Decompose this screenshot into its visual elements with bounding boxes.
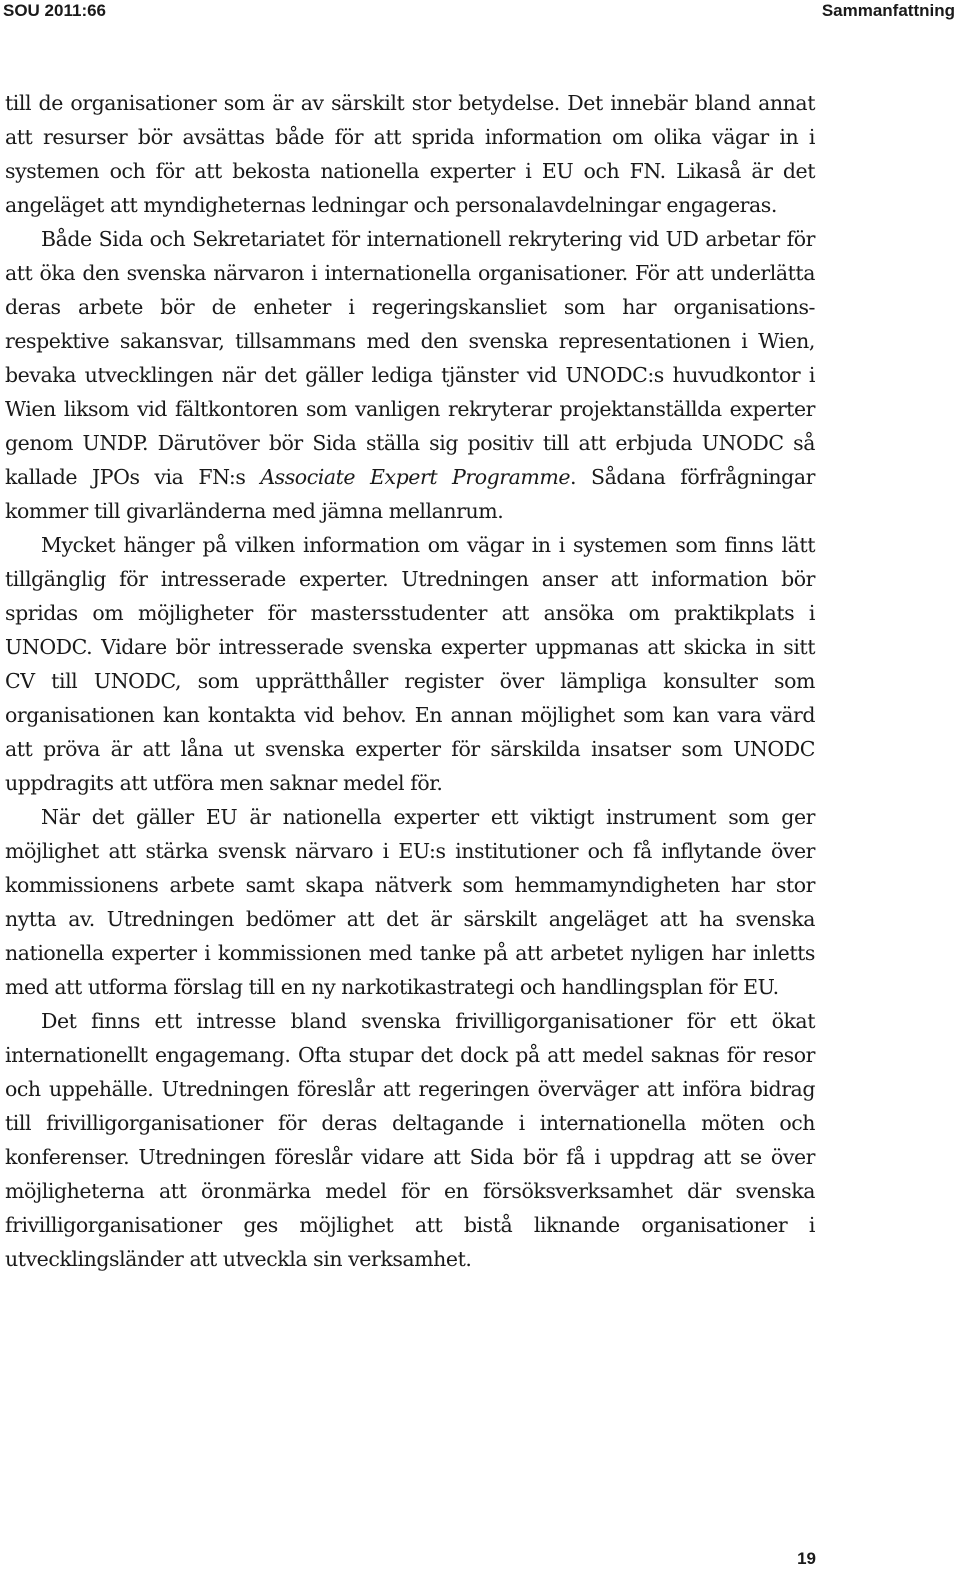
body-text	[5, 86, 815, 1276]
paragraph-recruitment	[5, 222, 815, 528]
report-reference: SOU 2011:66	[3, 1, 107, 20]
paragraph-continuation: till de organisationer som är av särskilt stor betydelse. Det innebär bland annat att resurser bör avsättas både för att sprida information om olika vägar in i systemen och för att bekosta nationella experter i EU och FN. Likaså är det angeläget att myndigheternas ledningar och personalavdelningar engageras.	[5, 91, 815, 217]
paragraph-text: Både Sida och Sekretariatet för internationell rekrytering vid UD arbetar för att öka den svenska närvaron i internationella organisationer. För att underlätta deras arbete bör de enheter i regeringskansliet som har organisations- respektive sakansvar, tillsammans med den svenska representationen i Wien, bevaka utvecklingen när det gäller lediga tjänster vid UNODC:s huvudkontor i Wien liksom vid fältkontoren som vanligen rekryterar projektanställda experter genom UNDP. Därutöver bör Sida ställa sig positiv till att erbjuda UNODC så kallade JPOs via FN:s	[5, 227, 815, 489]
running-header	[0, 0, 960, 22]
programme-name: Associate Expert Programme	[260, 465, 571, 489]
paragraph-ngo-funding: Det finns ett intresse bland svenska frivilligorganisationer för ett ökat internationellt engagemang. Ofta stupar det dock på att medel saknas för resor och uppehälle. Utredningen föreslår att regeringen överväger att införa bidrag till frivilligorganisationer för deras deltagande i internationella möten och konferenser. Utredningen föreslår vidare att Sida bör få i uppdrag att se över möjligheterna att öronmärka medel för en försöksverksamhet där svenska frivilligorganisationer ges möjlighet att bistå liknande organisationer i utvecklingsländer att utveckla sin verksamhet.	[5, 1009, 815, 1271]
paragraph-information: Mycket hänger på vilken information om vägar in i systemen som finns lätt tillgänglig för intresserade experter. Utredningen anser att information bör spridas om möjligheter för mastersstudenter att ansöka om praktikplats i UNODC. Vidare bör intresserade svenska experter uppmanas att skicka in sitt CV till UNODC, som upprätthåller register över lämpliga konsulter som organisationen kan kontakta vid behov. En annan möjlighet som kan vara värd att pröva är att låna ut svenska experter för särskilda insatser som UNODC uppdragits att utföra men saknar medel för.	[5, 533, 815, 795]
paragraph-text: . Sådana förfrågningar kommer till givarländerna med jämna mellanrum.	[5, 465, 815, 523]
section-title: Sammanfattning	[821, 1, 955, 20]
paragraph-eu-experts: När det gäller EU är nationella experter ett viktigt instrument som ger möjlighet att stärka svensk närvaro i EU:s institutioner och få inflytande över kommissionens arbete samt skapa nätverk som hemmamyndigheten har stor nytta av. Utredningen bedömer att det är särskilt angeläget att ha svenska nationella experter i kommissionen med tanke på att arbetet nyligen har inletts med att utforma förslag till en ny narkotikastrategi och handlingsplan för EU.	[5, 805, 815, 999]
page-number: 19	[797, 1549, 816, 1568]
